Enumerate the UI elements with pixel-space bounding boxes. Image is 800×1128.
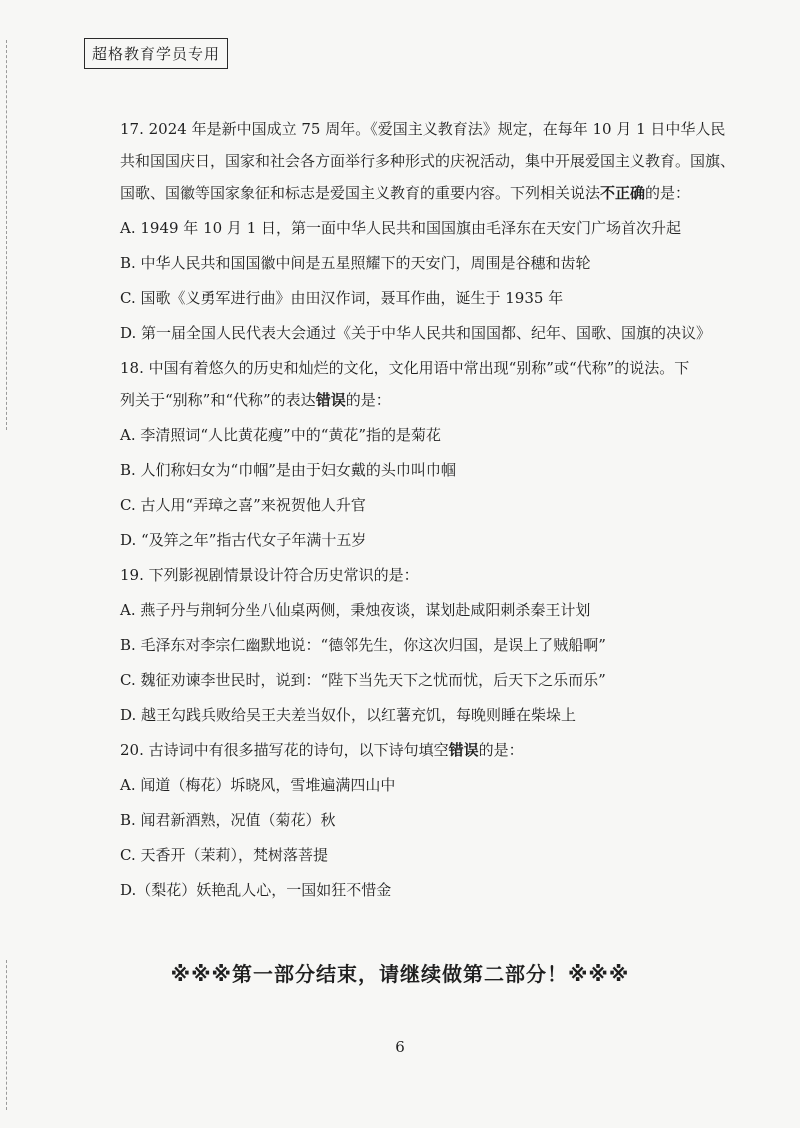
answer-option: C. 天香开（茉莉），梵树落菩提: [120, 846, 328, 864]
question-stem-text: 20. 古诗词中有很多描写花的诗句，以下诗句填空: [120, 741, 449, 759]
question-block: [120, 559, 740, 731]
answer-option: D.（梨花）妖艳乱人心，一国如狂不惜金: [120, 881, 392, 899]
question-emphasis: 错误: [448, 741, 479, 759]
question-stem-suffix: 的是：: [478, 741, 524, 759]
question-stem-line: 17. 2024 年是新中国成立 75 周年。《爱国主义教育法》规定，在每年 10 月 1 日中华人民: [120, 120, 726, 138]
question-stem-line: [120, 177, 740, 209]
question-stem-line: 18. 中国有着悠久的历史和灿烂的文化，文化用语中常出现“别称”或“代称”的说法。下: [120, 359, 690, 377]
question-stem-suffix: 的是：: [645, 184, 691, 202]
answer-option: D. 越王勾践兵败给吴王夫差当奴仆，以红薯充饥，每晚则睡在柴垛上: [120, 706, 577, 724]
question-stem-suffix: 的是：: [345, 391, 391, 409]
answer-option: B. 闻君新酒熟，况值（菊花）秋: [120, 811, 336, 829]
question-stem-line: 共和国国庆日，国家和社会各方面举行多种形式的庆祝活动，集中开展爱国主义教育。国旗、: [120, 152, 736, 170]
answer-option: A. 1949 年 10 月 1 日，第一面中华人民共和国国旗由毛泽东在天安门广场首次升起: [120, 219, 682, 237]
question-stem-line: [120, 559, 740, 591]
section-end-note: ※※※第一部分结束，请继续做第二部分！※※※: [170, 962, 630, 986]
answer-option: A. 李清照词“人比黄花瘦”中的“黄花”指的是菊花: [120, 426, 442, 444]
page-number: 6: [395, 1038, 405, 1056]
answer-option: A. 闻道（梅花）坼晓风，雪堆遍满四山中: [120, 776, 396, 794]
question-list: [120, 110, 740, 906]
answer-option: B. 人们称妇女为“巾帼”是由于妇女戴的头巾叫巾帼: [120, 461, 456, 479]
header-stamp: 超格教育学员专用: [84, 38, 228, 69]
question-stem-text: 国歌、国徽等国家象征和标志是爱国主义教育的重要内容。下列相关说法: [120, 184, 601, 202]
answer-option: C. 国歌《义勇军进行曲》由田汉作词，聂耳作曲，诞生于 1935 年: [120, 289, 564, 307]
question-emphasis: 不正确: [600, 184, 646, 202]
answer-option: D. “及笄之年”指古代女子年满十五岁: [120, 531, 367, 549]
question-emphasis: 错误: [315, 391, 346, 409]
answer-option: B. 毛泽东对李宗仁幽默地说：“德邻先生，你这次归国，是误上了贼船啊”: [120, 636, 606, 654]
question-stem-text: 19. 下列影视剧情景设计符合历史常识的是：: [120, 566, 419, 584]
answer-option: B. 中华人民共和国国徽中间是五星照耀下的天安门，周围是谷穗和齿轮: [120, 254, 591, 272]
question-stem-text: 列关于“别称”和“代称”的表达: [120, 391, 316, 409]
answer-option: A. 燕子丹与荆轲分坐八仙桌两侧，秉烛夜谈，谋划赴咸阳刺杀秦王计划: [120, 601, 591, 619]
question-block: [120, 734, 740, 906]
question-block: [120, 113, 740, 349]
question-stem-line: [120, 734, 740, 766]
answer-option: C. 魏征劝谏李世民时，说到：“陛下当先天下之忧而忧，后天下之乐而乐”: [120, 671, 606, 689]
question-block: [120, 352, 740, 556]
answer-option: D. 第一届全国人民代表大会通过《关于中华人民共和国国都、纪年、国歌、国旗的决议》: [120, 324, 712, 342]
margin-dashed-line-upper: [6, 40, 7, 430]
question-stem-line: [120, 384, 740, 416]
answer-option: C. 古人用“弄璋之喜”来祝贺他人升官: [120, 496, 366, 514]
